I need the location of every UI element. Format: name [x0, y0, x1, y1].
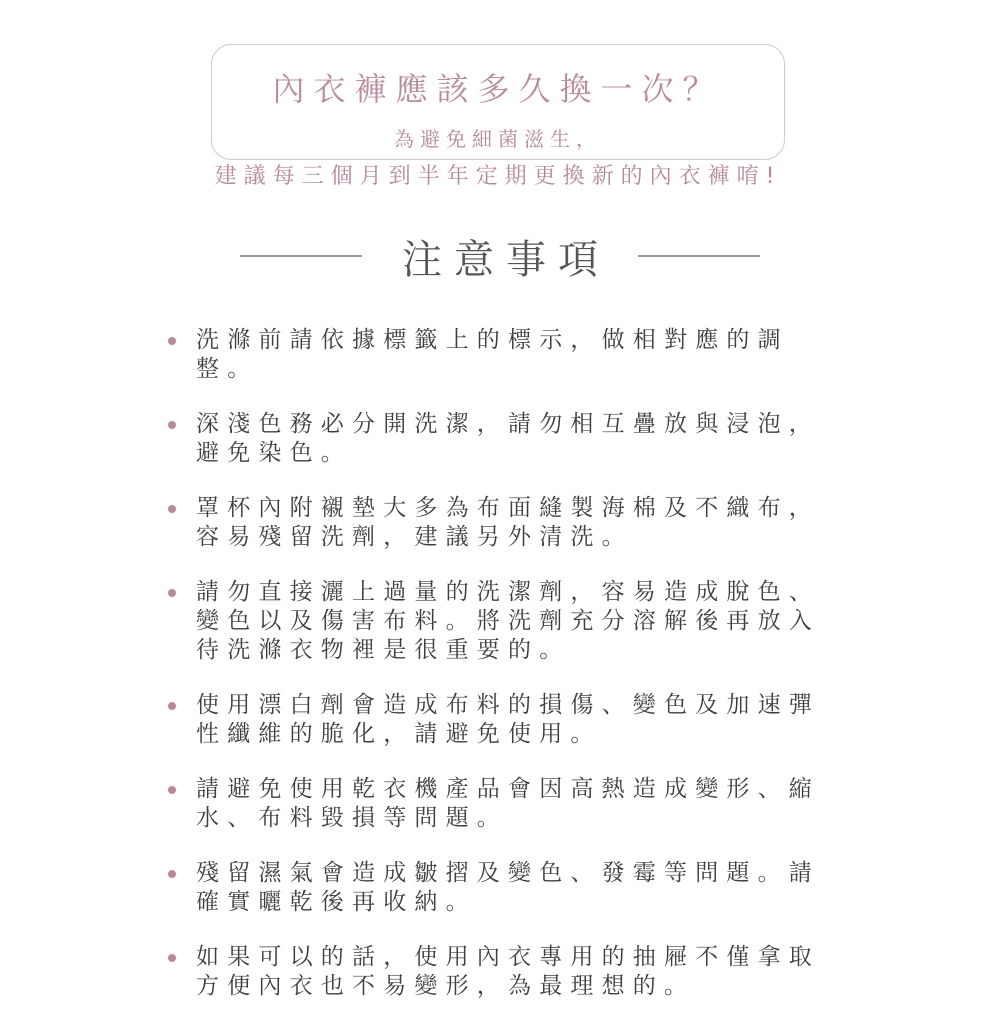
callout-title: 內衣褲應該多久換一次？: [250, 70, 745, 108]
bullet-dot-icon: [168, 702, 176, 710]
bullet-dot-icon: [168, 954, 176, 962]
list-item: [168, 410, 838, 468]
section-title: 注意事項: [402, 236, 610, 283]
note-text: 如果可以的話，使用內衣專用的抽屜不僅拿取方便內衣也不易變形，為最理想的。: [196, 944, 820, 999]
care-notes-list: [168, 326, 838, 1027]
bullet-dot-icon: [168, 786, 176, 794]
bullet-dot-icon: [168, 421, 176, 429]
list-item: [168, 578, 838, 665]
note-text: 請勿直接灑上過量的洗潔劑，容易造成脫色、變色以及傷害布料。將洗劑充分溶解後再放入待洗滌衣物裡是很重要的。: [196, 579, 820, 663]
note-text: 洗滌前請依據標籤上的標示，做相對應的調整。: [196, 327, 789, 382]
faq-callout-box: [211, 44, 785, 189]
section-header: [240, 228, 760, 284]
callout-subtitle-line2: 建議每三個月到半年定期更換新的內衣褲唷!: [214, 164, 782, 189]
bullet-dot-icon: [168, 589, 176, 597]
bullet-dot-icon: [168, 505, 176, 513]
divider-left: [240, 255, 362, 257]
list-item: [168, 943, 838, 1001]
list-item: [168, 494, 838, 552]
bullet-dot-icon: [168, 870, 176, 878]
list-item: [168, 859, 838, 917]
note-text: 深淺色務必分開洗潔，請勿相互疊放與浸泡，避免染色。: [196, 411, 820, 466]
bullet-dot-icon: [168, 337, 176, 345]
note-text: 殘留濕氣會造成皺摺及變色、發霉等問題。請確實曬乾後再收納。: [196, 860, 820, 915]
callout-subtitle-line1: 為避免細菌滋生，: [394, 127, 602, 151]
note-text: 請避免使用乾衣機產品會因高熱造成變形、縮水、布料毀損等問題。: [196, 776, 820, 831]
list-item: [168, 775, 838, 833]
list-item: [168, 326, 838, 384]
list-item: [168, 691, 838, 749]
note-text: 使用漂白劑會造成布料的損傷、變色及加速彈性纖維的脆化，請避免使用。: [196, 692, 820, 747]
divider-right: [638, 255, 760, 257]
note-text: 罩杯內附襯墊大多為布面縫製海棉及不織布，容易殘留洗劑，建議另外清洗。: [196, 495, 820, 550]
